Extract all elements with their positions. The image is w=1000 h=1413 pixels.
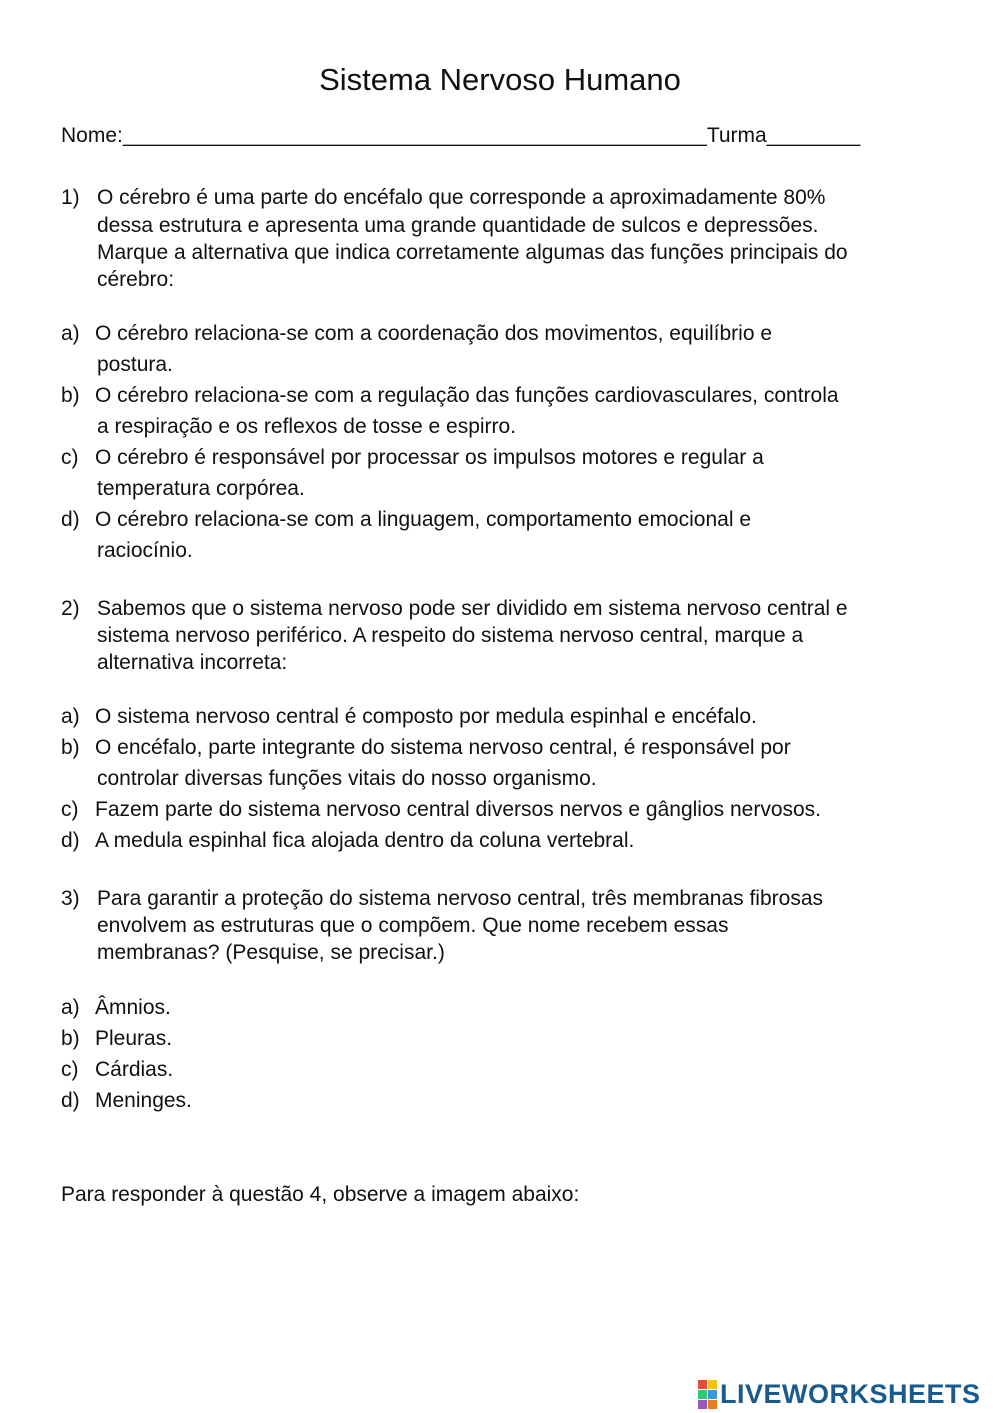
q1-text: O cérebro é uma parte do encéfalo que corresponde a aproximadamente 80% [97,186,826,209]
q2-line-1 [61,595,848,623]
q1-option-c[interactable] [61,444,764,472]
q2-line-2: sistema nervoso periférico. A respeito do sistema nervoso central, marque a [97,624,804,647]
q3-number: 3) [61,887,80,910]
q3-line-1 [61,885,823,913]
q3-option-a[interactable] [61,994,171,1022]
q1-option-a[interactable] [61,320,772,348]
q3-option-c[interactable] [61,1056,173,1084]
option-letter: c) [61,446,79,469]
option-text: Meninges. [95,1089,192,1112]
option-letter: a) [61,996,80,1019]
q3-line-2: envolvem as estruturas que o compõem. Que nome recebem essas [97,914,729,937]
logo-block [708,1400,717,1409]
logo-text: LIVEWORKSHEETS [720,1378,981,1409]
q1-number: 1) [61,186,80,209]
q2-option-b[interactable] [61,734,791,762]
option-text: Pleuras. [95,1027,173,1050]
page-title: Sistema Nervoso Humano [319,62,681,97]
q1-line-4: cérebro: [97,268,175,291]
option-letter: a) [61,322,80,345]
logo-block [708,1380,717,1389]
q3-option-d[interactable] [61,1087,192,1115]
logo-block [698,1380,707,1389]
option-text: O cérebro relaciona-se com a linguagem, comportamento emocional e [95,508,751,531]
option-text: O cérebro é responsável por processar os impulsos motores e regular a [95,446,764,469]
q1-option-c-cont: temperatura corpórea. [97,477,305,500]
q1-option-d[interactable] [61,506,751,534]
option-letter: d) [61,1089,80,1112]
option-text: O cérebro relaciona-se com a regulação das funções cardiovasculares, controla [95,384,839,407]
q2-number: 2) [61,597,80,620]
q1-line-1 [61,184,825,212]
logo-mark-icon [698,1380,717,1409]
q2-option-d[interactable] [61,827,634,855]
name-field-label: Nome:__________________________________________________ [61,124,707,147]
logo-block [698,1400,707,1409]
option-text: O encéfalo, parte integrante do sistema nervoso central, é responsável por [95,736,791,759]
option-text: O sistema nervoso central é composto por medula espinhal e encéfalo. [95,705,757,728]
q2-option-c[interactable] [61,796,821,824]
option-text: O cérebro relaciona-se com a coordenação dos movimentos, equilíbrio e [95,322,773,345]
option-letter: d) [61,508,80,531]
q3-text: Para garantir a proteção do sistema nervoso central, três membranas fibrosas [97,887,824,910]
q1-option-a-cont: postura. [97,353,173,376]
logo-block [698,1390,707,1399]
option-letter: b) [61,1027,80,1050]
q1-option-b-cont: a respiração e os reflexos de tosse e espirro. [97,415,517,438]
q1-option-d-cont: raciocínio. [97,539,193,562]
option-text: Âmnios. [95,996,171,1019]
q2-line-3: alternativa incorreta: [97,651,288,674]
q1-line-2: dessa estrutura e apresenta uma grande quantidade de sulcos e depressões. [97,214,819,237]
question-4-instruction: Para responder à questão 4, observe a imagem abaixo: [61,1183,580,1206]
logo-block [708,1390,717,1399]
q2-text: Sabemos que o sistema nervoso pode ser dividido em sistema nervoso central e [97,597,848,620]
q3-option-b[interactable] [61,1025,172,1053]
option-letter: a) [61,705,80,728]
class-field-label: Turma________ [706,124,861,147]
option-letter: c) [61,1058,79,1081]
q2-option-b-cont: controlar diversas funções vitais do nosso organismo. [97,767,597,790]
q1-line-3: Marque a alternativa que indica corretamente algumas das funções principais do [97,241,848,264]
option-text: Cárdias. [95,1058,174,1081]
option-text: A medula espinhal fica alojada dentro da coluna vertebral. [95,829,635,852]
q2-option-a[interactable] [61,703,757,731]
q3-line-3: membranas? (Pesquise, se precisar.) [97,941,445,964]
option-letter: b) [61,384,80,407]
option-letter: b) [61,736,80,759]
header-row [61,122,860,150]
option-letter: d) [61,829,80,852]
option-letter: c) [61,798,79,821]
q1-option-b[interactable] [61,382,839,410]
liveworksheets-logo[interactable] [698,1378,981,1410]
option-text: Fazem parte do sistema nervoso central diversos nervos e gânglios nervosos. [95,798,822,821]
